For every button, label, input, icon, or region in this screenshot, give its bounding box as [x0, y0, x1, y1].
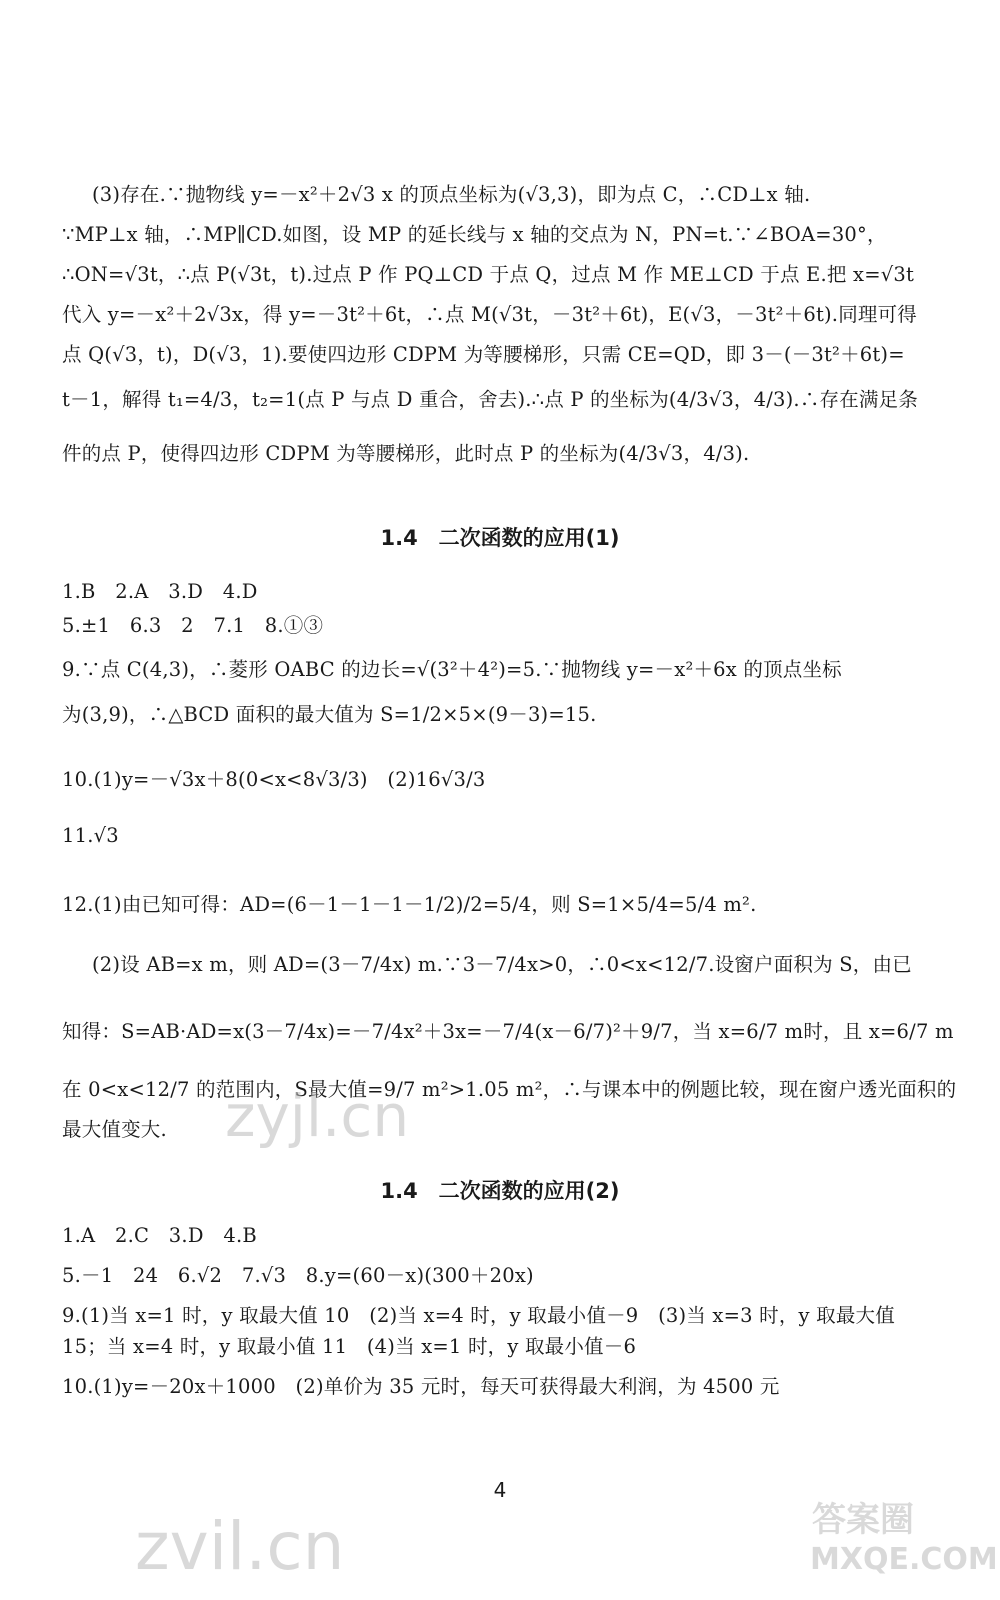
text-line: ∴ON=√3t，∴点 P(√3t，t).过点 P 作 PQ⊥CD 于点 Q，过点 M 作 ME⊥CD 于点 E.把 x=√3t	[62, 263, 914, 286]
watermark: MXQE.COM	[810, 1542, 998, 1577]
watermark: zyjl.cn	[225, 1082, 410, 1150]
text-line: ∵MP⊥x 轴，∴MP∥CD.如图，设 MP 的延长线与 x 轴的交点为 N，PN=t.∵∠BOA=30°，	[62, 223, 887, 246]
text-line: 代入 y=－x²＋2√3x，得 y=－3t²＋6t，∴点 M(√3t，－3t²＋6t)，E(√3，－3t²＋6t).同理可得	[62, 303, 917, 326]
answer-line: 在 0<x<12/7 的范围内，S最大值=9/7 m²>1.05 m²，∴与课本中的例题比较，现在窗户透光面积的	[62, 1078, 957, 1101]
answer-line: 5.±1 6.3 2 7.1 8.①③	[62, 614, 324, 637]
watermark: zvil.cn	[135, 1508, 345, 1585]
text-line: 件的点 P，使得四边形 CDPM 为等腰梯形，此时点 P 的坐标为(4/3√3，4/3).	[62, 442, 750, 465]
answer-line: 10.(1)y=－√3x＋8(0<x<8√3/3) (2)16√3/3	[62, 768, 486, 791]
answer-line: 9.(1)当 x=1 时，y 取最大值 10 (2)当 x=4 时，y 取最小值－9 (3)当 x=3 时，y 取最大值	[62, 1304, 895, 1327]
answer-line: 最大值变大.	[62, 1118, 167, 1141]
text-line: 点 Q(√3，t)，D(√3，1).要使四边形 CDPM 为等腰梯形，只需 CE=QD，即 3－(－3t²＋6t)=	[62, 343, 905, 366]
section-title: 1.4 二次函数的应用(1)	[380, 526, 620, 550]
text-line: t－1，解得 t₁=4/3，t₂=1(点 P 与点 D 重合，舍去).∴点 P 的坐标为(4/3√3，4/3).∴存在满足条	[62, 388, 919, 411]
watermark: 答案圈	[812, 1500, 914, 1540]
answer-line: 1.A 2.C 3.D 4.B	[62, 1224, 257, 1247]
section-title: 1.4 二次函数的应用(2)	[380, 1179, 620, 1203]
text-line: (3)存在.∵抛物线 y=－x²＋2√3 x 的顶点坐标为(√3,3)，即为点 C，∴CD⊥x 轴.	[92, 183, 811, 206]
answer-line: 11.√3	[62, 824, 119, 847]
answer-line: 12.(1)由已知可得：AD=(6－1－1－1－1/2)/2=5/4，则 S=1×5/4=5/4 m².	[62, 893, 757, 916]
answer-line: 知得：S=AB·AD=x(3－7/4x)=－7/4x²＋3x=－7/4(x－6/7)²＋9/7，当 x=6/7 m时，且 x=6/7 m	[62, 1020, 954, 1043]
answer-line: 1.B 2.A 3.D 4.D	[62, 580, 258, 603]
answer-line: 为(3,9)，∴△BCD 面积的最大值为 S=1/2×5×(9－3)=15.	[62, 703, 597, 726]
answer-line: 15；当 x=4 时，y 取最小值 11 (4)当 x=1 时，y 取最小值－6	[62, 1335, 637, 1358]
answer-line: (2)设 AB=x m，则 AD=(3－7/4x) m.∵3－7/4x>0，∴0<x<12/7.设窗户面积为 S，由已	[92, 953, 912, 976]
answer-line: 10.(1)y=－20x＋1000 (2)单价为 35 元时，每天可获得最大利润，为 4500 元	[62, 1375, 780, 1398]
answer-line: 5.－1 24 6.√2 7.√3 8.y=(60－x)(300＋20x)	[62, 1264, 534, 1287]
answer-line: 9.∵点 C(4,3)，∴菱形 OABC 的边长=√(3²＋4²)=5.∵抛物线 y=－x²＋6x 的顶点坐标	[62, 658, 842, 681]
page-number: 4	[493, 1478, 507, 1502]
